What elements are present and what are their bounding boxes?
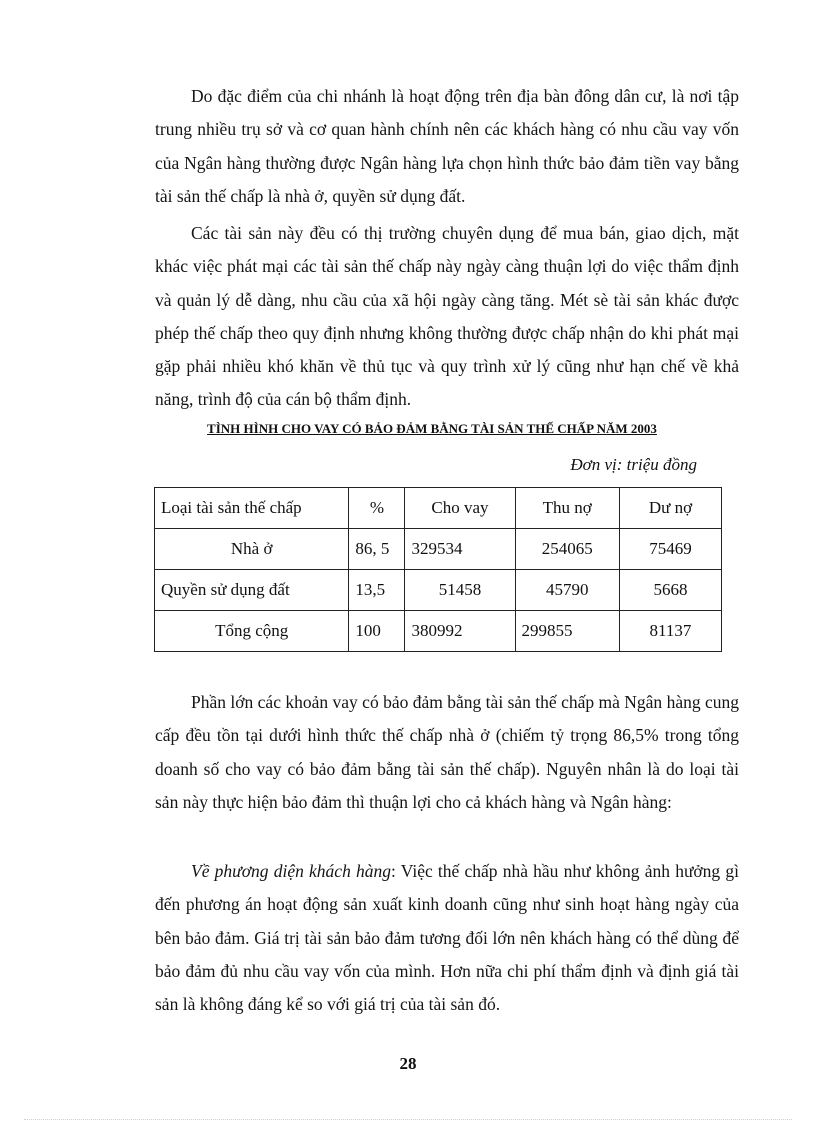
cell-repayment: 254065 [515, 529, 619, 570]
cell-outstanding: 5668 [619, 570, 721, 611]
table-title: TÌNH HÌNH CHO VAY CÓ BẢO ĐẢM BẰNG TÀI SẢN THẾ CHẤP NĂM 2003 [207, 421, 657, 436]
collateral-loan-table [154, 487, 722, 652]
cell-loans: 51458 [405, 570, 515, 611]
header-percent: % [349, 488, 405, 529]
header-loans: Cho vay [405, 488, 515, 529]
cell-loans: 380992 [405, 611, 515, 652]
table-row [155, 529, 722, 570]
header-outstanding: Dư nợ [619, 488, 721, 529]
paragraph-collateral-market: Các tài sản này đều có thị trường chuyên dụng để mua bán, giao dịch, mặt khác việc phát mại các tài sản thế chấp này ngày càng thuận lợi do việc thẩm định và quản lý dễ dàng, nhu cầu của xã hội ngày càng tăng. Mét sè tài sản khác được phép thế chấp theo quy định nhưng không thường được chấp nhận do khi phát mại gặp phải nhiều khó khăn về thủ tục và quy trình xử lý cũng như hạn chế về khả năng, trình độ của cán bộ thẩm định. [155, 223, 739, 410]
cell-asset-type: Nhà ở [155, 529, 349, 570]
table-row [155, 611, 722, 652]
cell-percent: 100 [349, 611, 405, 652]
paragraph-customer-perspective [155, 855, 739, 1021]
table-unit: Đơn vị: triệu đồng [570, 455, 697, 474]
footer-dotted-line [24, 1119, 792, 1120]
table-header-row [155, 488, 722, 529]
header-repayment: Thu nợ [515, 488, 619, 529]
cell-loans: 329534 [405, 529, 515, 570]
cell-outstanding: 75469 [619, 529, 721, 570]
cell-percent: 86, 5 [349, 529, 405, 570]
cell-repayment: 45790 [515, 570, 619, 611]
header-asset-type: Loại tài sản thế chấp [155, 488, 349, 529]
cell-asset-type: Tổng cộng [155, 611, 349, 652]
page-number: 28 [399, 1054, 417, 1073]
cell-outstanding: 81137 [619, 611, 721, 652]
cell-percent: 13,5 [349, 570, 405, 611]
cell-repayment: 299855 [515, 611, 619, 652]
paragraph-body: : Việc thế chấp nhà hầu như không ảnh hưởng gì đến phương án hoạt động sản xuất kinh doanh cũng như sinh hoạt hàng ngày của bên bảo đảm. Giá trị tài sản bảo đảm tương đối lớn nên khách hàng có thể dùng để bảo đảm đủ nhu cầu vay vốn của mình. Hơn nữa chi phí thẩm định và định giá tài sản là không đáng kể so với giá trị của tài sản đó. [155, 861, 739, 1015]
table-row [155, 570, 722, 611]
cell-asset-type: Quyền sử dụng đất [155, 570, 349, 611]
paragraph-housing-collateral-share: Phần lớn các khoản vay có bảo đảm bằng tài sản thế chấp mà Ngân hàng cung cấp đều tồn tại dưới hình thức thế chấp nhà ở (chiếm tỷ trọng 86,5% trong tổng doanh số cho vay có bảo đảm bằng tài sản thế chấp). Nguyên nhân là do loại tài sản này thực hiện bảo đảm thì thuận lợi cho cả khách hàng và Ngân hàng: [155, 692, 739, 812]
paragraph-lead-italic: Về phương diện khách hàng [191, 861, 392, 881]
paragraph-branch-characteristics: Do đặc điểm của chi nhánh là hoạt động trên địa bàn đông dân cư, là nơi tập trung nhiều trụ sở và cơ quan hành chính nên các khách hàng có nhu cầu vay vốn của Ngân hàng thường được Ngân hàng lựa chọn hình thức bảo đảm tiền vay bằng tài sản thế chấp là nhà ở, quyền sử dụng đất. [155, 86, 739, 206]
